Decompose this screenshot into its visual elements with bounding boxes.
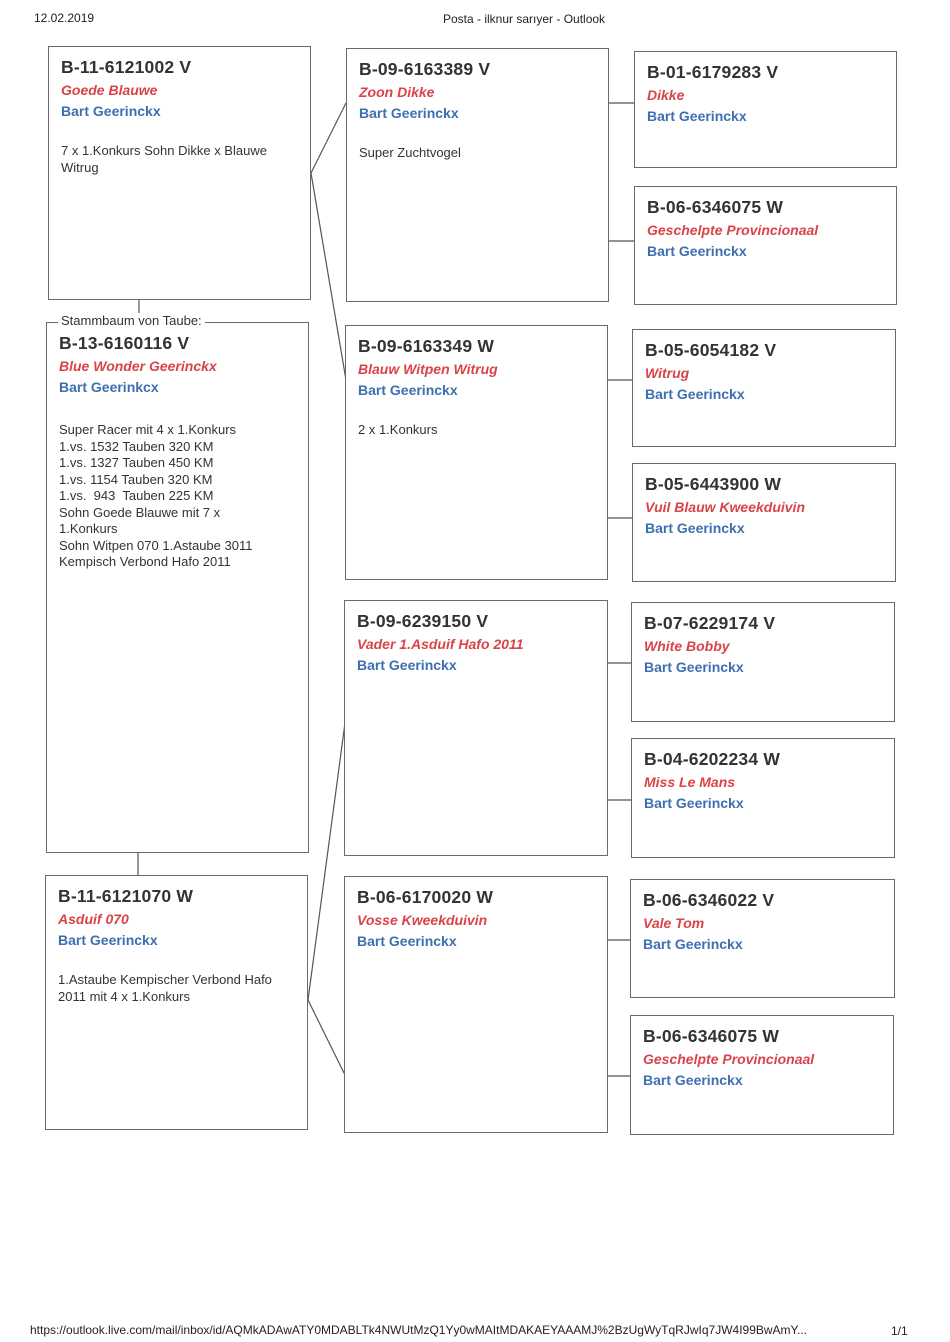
print-title: Posta - ilknur sarıyer - Outlook: [443, 12, 606, 26]
ring-number: B-11-6121002 V: [61, 57, 192, 77]
note-line: Super Racer mit 4 x 1.Konkurs: [59, 422, 237, 437]
father-card: [48, 46, 311, 300]
ring-number: B-05-6443900 W: [645, 474, 782, 494]
great-grandparent-card-6: [631, 738, 895, 858]
ring-number: B-04-6202234 W: [644, 749, 781, 769]
ring-number: B-09-6163349 W: [358, 336, 495, 356]
ring-number: B-06-6346022 V: [643, 890, 775, 910]
breeder-name: Bart Geerinckx: [358, 382, 458, 398]
note-line: 1.vs. 1327 Tauben 450 KM: [59, 455, 214, 470]
note-line: Kempisch Verbond Hafo 2011: [59, 554, 231, 569]
pigeon-name: Geschelpte Provincionaal: [643, 1051, 815, 1067]
ring-number: B-09-6163389 V: [359, 59, 491, 79]
pigeon-name: Blauw Witpen Witrug: [358, 361, 498, 377]
ring-number: B-11-6121070 W: [58, 886, 194, 906]
ring-number: B-09-6239150 V: [357, 611, 489, 631]
pigeon-name: Vader 1.Asduif Hafo 2011: [357, 636, 524, 652]
mother-card: [45, 875, 308, 1130]
notes: [59, 422, 296, 571]
note-line: 7 x 1.Konkurs Sohn Dikke x Blauwe: [61, 143, 267, 158]
breeder-name: Bart Geerinckx: [357, 933, 457, 949]
notes: [358, 422, 595, 439]
pigeon-name: Vuil Blauw Kweekduivin: [645, 499, 806, 515]
print-page-number: 1/1: [891, 1324, 908, 1338]
note-line: 2 x 1.Konkurs: [358, 422, 438, 437]
great-grandparent-card-3: [632, 329, 896, 447]
breeder-name: Bart Geerinckx: [61, 103, 161, 119]
print-date: 12.02.2019: [34, 11, 95, 25]
breeder-name: Bart Geerinckx: [644, 795, 744, 811]
ring-number: B-07-6229174 V: [644, 613, 776, 633]
pigeon-name: Dikke: [647, 87, 685, 103]
breeder-name: Bart Geerinckx: [647, 243, 747, 259]
great-grandparent-card-2: [634, 186, 897, 305]
note-line: 1.vs. 1154 Tauben 320 KM: [59, 471, 213, 487]
breeder-name: Bart Geerinckx: [645, 386, 745, 402]
ring-number: B-06-6346075 W: [643, 1026, 780, 1046]
ring-number: B-05-6054182 V: [645, 340, 777, 360]
great-grandparent-card-7: [630, 879, 895, 998]
pigeon-name: Zoon Dikke: [359, 84, 435, 100]
note-line: Sohn Goede Blauwe mit 7 x: [59, 504, 221, 520]
pigeon-name: Blue Wonder Geerinckx: [59, 358, 217, 374]
note-line: 1.Konkurs: [59, 521, 118, 536]
pigeon-name: Witrug: [645, 365, 690, 381]
pigeon-name: Vale Tom: [643, 915, 705, 931]
pigeon-name: Asduif 070: [58, 911, 129, 927]
note-line: Witrug: [61, 159, 99, 175]
note-line: 2011 mit 4 x 1.Konkurs: [58, 988, 190, 1004]
grandfather-maternal-card: [344, 600, 608, 856]
great-grandparent-card-4: [632, 463, 896, 582]
notes: [58, 972, 295, 1005]
breeder-name: Bart Geerinckx: [643, 1072, 743, 1088]
note-line: 1.Astaube Kempischer Verbond Hafo: [58, 972, 272, 987]
grandmother-maternal-card: [344, 876, 608, 1133]
grandmother-paternal-card: [345, 325, 608, 580]
note-line: Super Zuchtvogel: [359, 145, 461, 160]
grandfather-paternal-card: [346, 48, 609, 302]
great-grandparent-card-8: [630, 1015, 894, 1135]
note-line: Sohn Witpen 070 1.Astaube 3011: [59, 537, 253, 553]
pedigree-caption: Stammbaum von Taube:: [58, 313, 205, 328]
pigeon-name: White Bobby: [644, 638, 730, 654]
ring-number: B-13-6160116 V: [59, 333, 190, 353]
note-line: 1.vs. 1532 Tauben 320 KM: [59, 438, 214, 454]
great-grandparent-card-5: [631, 602, 895, 722]
breeder-name: Bart Geerinckx: [58, 932, 158, 948]
notes: [359, 145, 596, 162]
ring-number: B-06-6346075 W: [647, 197, 784, 217]
breeder-name: Bart Geerinckx: [645, 520, 745, 536]
breeder-name: Bart Geerinckx: [357, 657, 457, 673]
print-url: https://outlook.live.com/mail/inbox/id/AQMkADAwATY0MDABLTk4NWUtMzQ1Yy0wMAItMDAKAEYAAAMJ%2BzUgWyTqRJwIq7JW4I99BwAmY...: [30, 1323, 807, 1337]
pigeon-name: Miss Le Mans: [644, 774, 736, 790]
breeder-name: Bart Geerinkcx: [59, 379, 159, 395]
breeder-name: Bart Geerinckx: [647, 108, 747, 124]
pigeon-name: Goede Blauwe: [61, 82, 158, 98]
subject-card: [46, 322, 309, 853]
breeder-name: Bart Geerinckx: [644, 659, 744, 675]
note-line: 1.vs. 943 Tauben 225 KM: [59, 488, 214, 503]
breeder-name: Bart Geerinckx: [359, 105, 459, 121]
notes: [61, 143, 298, 176]
ring-number: B-01-6179283 V: [647, 62, 779, 82]
ring-number: B-06-6170020 W: [357, 887, 494, 907]
pigeon-name: Geschelpte Provincionaal: [647, 222, 819, 238]
breeder-name: Bart Geerinckx: [643, 936, 743, 952]
pigeon-name: Vosse Kweekduivin: [357, 912, 488, 928]
great-grandparent-card-1: [634, 51, 897, 168]
